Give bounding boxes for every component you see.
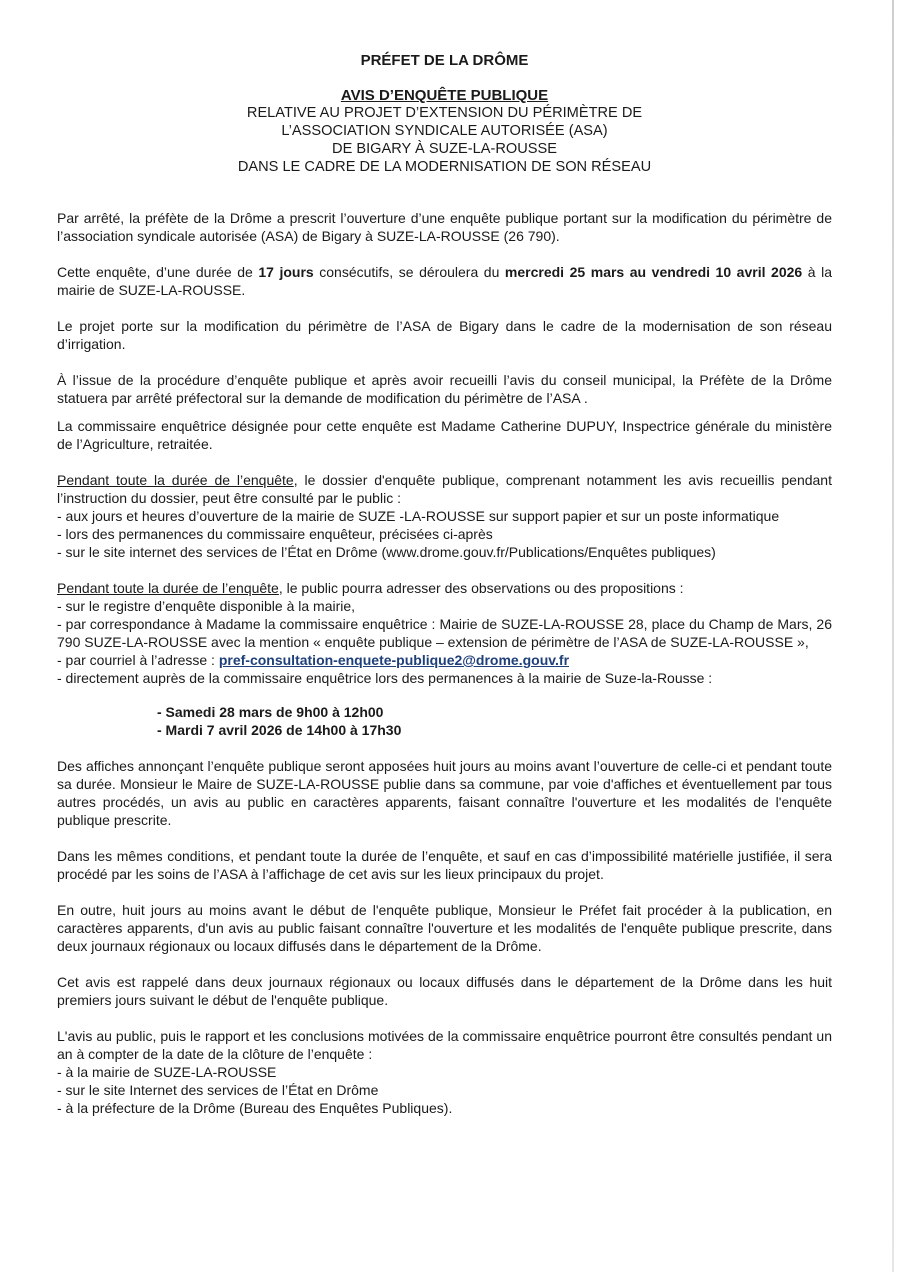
permanence-date: - Mardi 7 avril 2026 de 14h00 à 17h30	[157, 722, 402, 738]
paragraph-duration: Cette enquête, d’une durée de 17 jours consécutifs, se déroulera du mercredi 25 mars au vendredi 10 avril 2026 à la mairie de SUZE-LA-ROUSSE.	[57, 264, 832, 298]
paragraph-affichage-asa: Dans les mêmes conditions, et pendant toute la durée de l’enquête, et sauf en cas d’impossibilité matérielle justifiée, il sera procédé par les soins de l’ASA à l’affichage de cet avis sur les lieux principaux du projet.	[57, 848, 832, 882]
email-link[interactable]: pref-consultation-enquete-publique2@drome.gouv.fr	[218, 652, 570, 668]
list-item: - à la mairie de SUZE-LA-ROUSSE	[57, 1064, 277, 1080]
scan-edge	[892, 0, 894, 1272]
notice-title: AVIS D’ENQUÊTE PUBLIQUE	[340, 87, 549, 104]
notice-body	[57, 209, 832, 1117]
list-item: - lors des permanences du commissaire enquêteur, précisées ci-après	[57, 526, 493, 542]
paragraph-observations: Pendant toute la durée de l’enquête, le public pourra adresser des observations ou des propositions :	[57, 580, 684, 596]
list-item: - aux jours et heures d’ouverture de la mairie de SUZE -LA-ROUSSE sur support papier et sur un poste informatique	[57, 508, 780, 524]
list-item: - sur le site Internet des services de l’État en Drôme	[57, 1082, 379, 1098]
permanence-date: - Samedi 28 mars de 9h00 à 12h00	[157, 704, 384, 720]
paragraph-arrete: Par arrêté, la préfète de la Drôme a prescrit l’ouverture d’une enquête publique portant sur la modification du périmètre de l’association syndicale autorisée (ASA) de Bigary à SUZE-LA-ROUSSE (26 790).	[57, 210, 832, 244]
notice-subtitle: RELATIVE AU PROJET D’EXTENSION DU PÉRIMÈTRE DE L’ASSOCIATION SYNDICALE AUTORISÉE (ASA) DE BIGARY À SUZE-LA-ROUSSE DANS LE CADRE DE LA MODERNISATION DE SON RÉSEAU	[237, 105, 652, 175]
list-item: - sur le site internet des services de l’État en Drôme (www.drome.gouv.fr/Publications/Enquêtes publiques)	[57, 544, 716, 560]
list-item: - directement auprès de la commissaire enquêtrice lors des permanences à la mairie de Suze-la-Rousse :	[57, 670, 713, 686]
paragraph-project: Le projet porte sur la modification du périmètre de l’ASA de Bigary dans le cadre de la modernisation de son réseau d’irrigation.	[57, 318, 832, 352]
paragraph-decision: À l’issue de la procédure d’enquête publique et après avoir recueilli l’avis du conseil municipal, la Préfète de la Drôme statuera par arrêté préfectoral sur la demande de modification du périmètre de l’ASA .	[57, 372, 832, 406]
list-item: - à la préfecture de la Drôme (Bureau des Enquêtes Publiques).	[57, 1100, 453, 1116]
list-item: - sur le registre d’enquête disponible à la mairie,	[57, 598, 356, 614]
paragraph-affichage: Des affiches annonçant l’enquête publique seront apposées huit jours au moins avant l’ouverture de celle-ci et pendant toute sa durée. Monsieur le Maire de SUZE-LA-ROUSSE publie dans sa commune, par voie d'affiches et éventuellement par tous autres procédés, un avis au public en caractères apparents, faisant connaître l'ouverture et les modalités de l'enquête publique prescrite.	[57, 758, 832, 828]
paragraph-commissaire: La commissaire enquêtrice désignée pour cette enquête est Madame Catherine DUPUY, Inspectrice générale du ministère de l’Agriculture, retraitée.	[57, 418, 832, 452]
list-item: - par courriel à l’adresse : pref-consultation-enquete-publique2@drome.gouv.fr	[57, 652, 570, 668]
list-item: - par correspondance à Madame la commissaire enquêtrice : Mairie de SUZE-LA-ROUSSE 28, place du Champ de Mars, 26 790 SUZE-LA-ROUSSE avec la mention « enquête publique – extension de périmètre de l’ASA de SUZE-LA-ROUSSE »,	[57, 616, 832, 650]
prefet-heading: PRÉFET DE LA DRÔME	[360, 52, 529, 69]
paragraph-consultation: Pendant toute la durée de l’enquête, le dossier d'enquête publique, comprenant notamment les avis recueillis pendant l’instruction du dossier, peut être consulté par le public :	[57, 472, 832, 506]
paragraph-conclusions: L'avis au public, puis le rapport et les conclusions motivées de la commissaire enquêtrice pourront être consultés pendant un an à compter de la date de la clôture de l’enquête :	[57, 1028, 832, 1062]
paragraph-publication: En outre, huit jours au moins avant le début de l'enquête publique, Monsieur le Préfet fait procéder à la publication, en caractères apparents, d'un avis au public faisant connaître l'ouverture et les modalités de l'enquête publique prescrite, dans deux journaux régionaux ou locaux diffusés dans le département de la Drôme.	[57, 902, 832, 954]
paragraph-rappel: Cet avis est rappelé dans deux journaux régionaux ou locaux diffusés dans le département de la Drôme dans les huit premiers jours suivant le début de l'enquête publique.	[57, 974, 832, 1008]
